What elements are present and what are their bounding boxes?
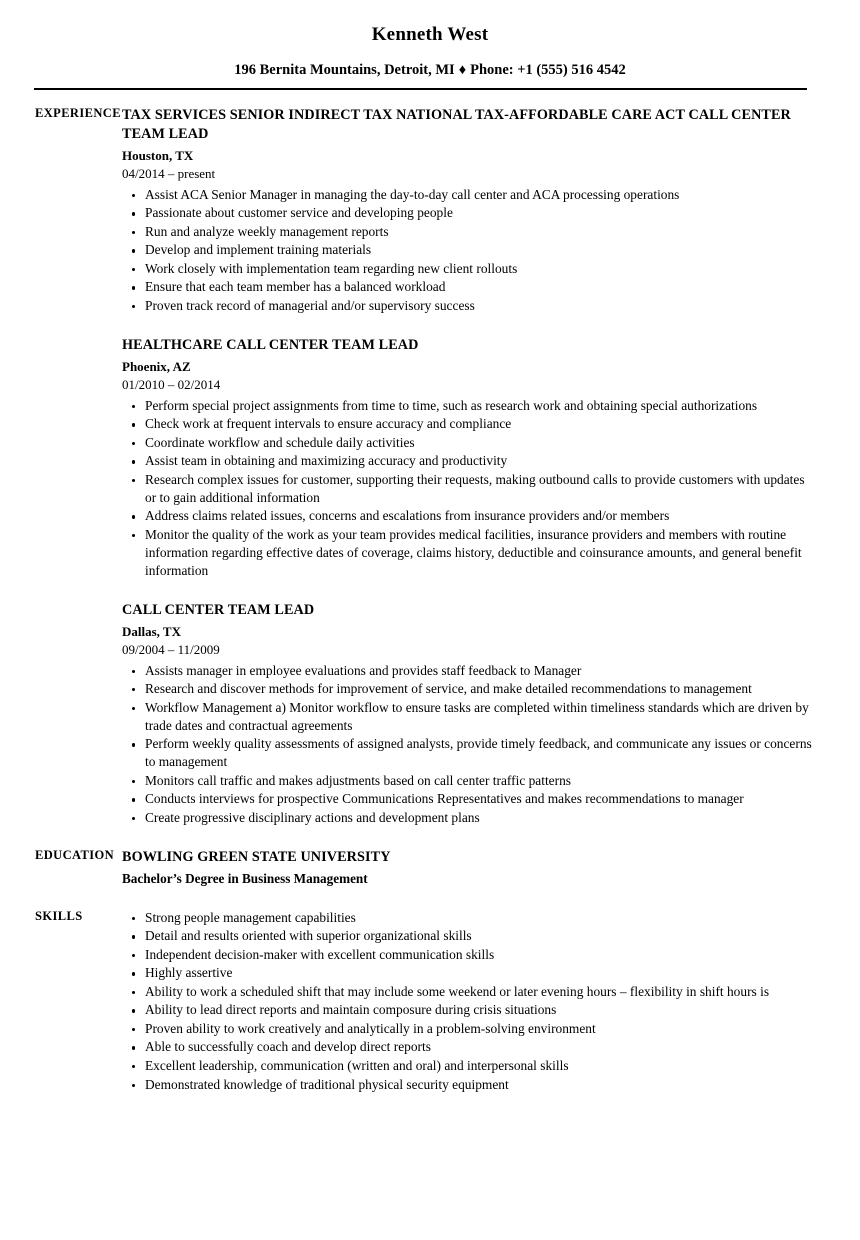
skills-bullet-list [122,909,812,1094]
job-bullet: Passionate about customer service and developing people [122,204,812,222]
job-bullet: Monitors call traffic and makes adjustments based on call center traffic patterns [122,772,812,790]
job-bullet: Proven track record of managerial and/or supervisory success [122,297,812,315]
skill-bullet: Proven ability to work creatively and analytically in a problem-solving environment [122,1020,812,1038]
job-bullet: Workflow Management a) Monitor workflow to ensure tasks are completed within timeliness standards which are driven by trade dates and contractual agreements [122,699,812,735]
job-bullet-list [122,397,812,580]
job-bullet-list [122,662,812,827]
resume-header [0,0,860,90]
job-bullet: Conducts interviews for prospective Communications Representatives and makes recommendations to manager [122,790,812,808]
job-bullet: Work closely with implementation team regarding new client rollouts [122,260,812,278]
skill-bullet: Detail and results oriented with superior organizational skills [122,927,812,945]
education-degree: Bachelor’s Degree in Business Management [122,871,368,887]
skill-bullet: Highly assertive [122,964,812,982]
skill-bullet: Ability to lead direct reports and maintain composure during crisis situations [122,1001,812,1019]
skills-section [0,909,860,1094]
job-title: TAX SERVICES SENIOR INDIRECT TAX NATIONAL TAX-AFFORDABLE CARE ACT CALL CENTER TEAM LEAD [122,107,791,143]
job-location: Houston, TX [122,147,194,163]
skill-bullet: Able to successfully coach and develop direct reports [122,1038,812,1056]
job-bullet: Develop and implement training materials [122,241,812,259]
job-bullet: Assist ACA Senior Manager in managing the day-to-day call center and ACA processing operations [122,186,812,204]
skill-bullet: Strong people management capabilities [122,909,812,927]
job-bullet: Monitor the quality of the work as your team provides medical facilities, insurance providers and members with routine information regarding effective dates of coverage, claims history, deductible and coinsurance amounts, and general benefit information [122,526,812,580]
education-section [0,848,860,887]
job-bullet: Assists manager in employee evaluations and provides staff feedback to Manager [122,662,812,680]
contact-phone: Phone: +1 (555) 516 4542 [470,61,626,78]
education-school: BOWLING GREEN STATE UNIVERSITY [122,849,391,866]
experience-entries [122,106,860,827]
job-bullet: Coordinate workflow and schedule daily activities [122,434,812,452]
diamond-separator-icon: ♦ [458,61,467,78]
education-entries [122,848,860,887]
contact-address: 196 Bernita Mountains, Detroit, MI [234,61,455,78]
skill-bullet: Excellent leadership, communication (written and oral) and interpersonal skills [122,1057,812,1075]
job-dates: 09/2004 – 11/2009 [122,641,220,657]
job-bullet: Perform special project assignments from time to time, such as research work and obtaining special authorizations [122,397,812,415]
education-section-label: EDUCATION [35,848,115,863]
skills-entries [122,909,860,1094]
candidate-name: Kenneth West [371,24,489,45]
job-location: Phoenix, AZ [122,358,191,374]
job-dates: 01/2010 – 02/2014 [122,376,221,392]
skill-bullet: Demonstrated knowledge of traditional physical security equipment [122,1076,812,1094]
job-bullet: Research and discover methods for improvement of service, and make detailed recommendations to management [122,680,812,698]
job-title: HEALTHCARE CALL CENTER TEAM LEAD [122,336,419,353]
contact-line [0,62,860,79]
job-bullet: Perform weekly quality assessments of assigned analysts, provide timely feedback, and communicate any issues or concerns to management [122,735,812,771]
job-bullet-list [122,186,812,315]
experience-entry [122,601,812,827]
job-bullet: Research complex issues for customer, supporting their requests, making outbound calls to provide customers with updates or to gain additional information [122,471,812,507]
job-bullet: Ensure that each team member has a balanced workload [122,278,812,296]
education-entry [122,848,812,887]
job-bullet: Run and analyze weekly management reports [122,223,812,241]
experience-section-label: EXPERIENCE [35,106,121,121]
skill-bullet: Independent decision-maker with excellent communication skills [122,946,812,964]
skills-section-label: SKILLS [35,908,83,923]
experience-entry [122,106,812,315]
job-bullet: Check work at frequent intervals to ensure accuracy and compliance [122,415,812,433]
job-bullet: Create progressive disciplinary actions and development plans [122,809,812,827]
job-dates: 04/2014 – present [122,165,216,181]
job-location: Dallas, TX [122,623,181,639]
experience-entry [122,336,812,580]
job-bullet: Address claims related issues, concerns and escalations from insurance providers and/or members [122,507,812,525]
experience-section [0,106,860,827]
header-divider [34,88,807,90]
job-title: CALL CENTER TEAM LEAD [122,601,315,618]
job-bullet: Assist team in obtaining and maximizing accuracy and productivity [122,452,812,470]
skill-bullet: Ability to work a scheduled shift that may include some weekend or later evening hours – flexibility in shift hours is [122,983,812,1001]
